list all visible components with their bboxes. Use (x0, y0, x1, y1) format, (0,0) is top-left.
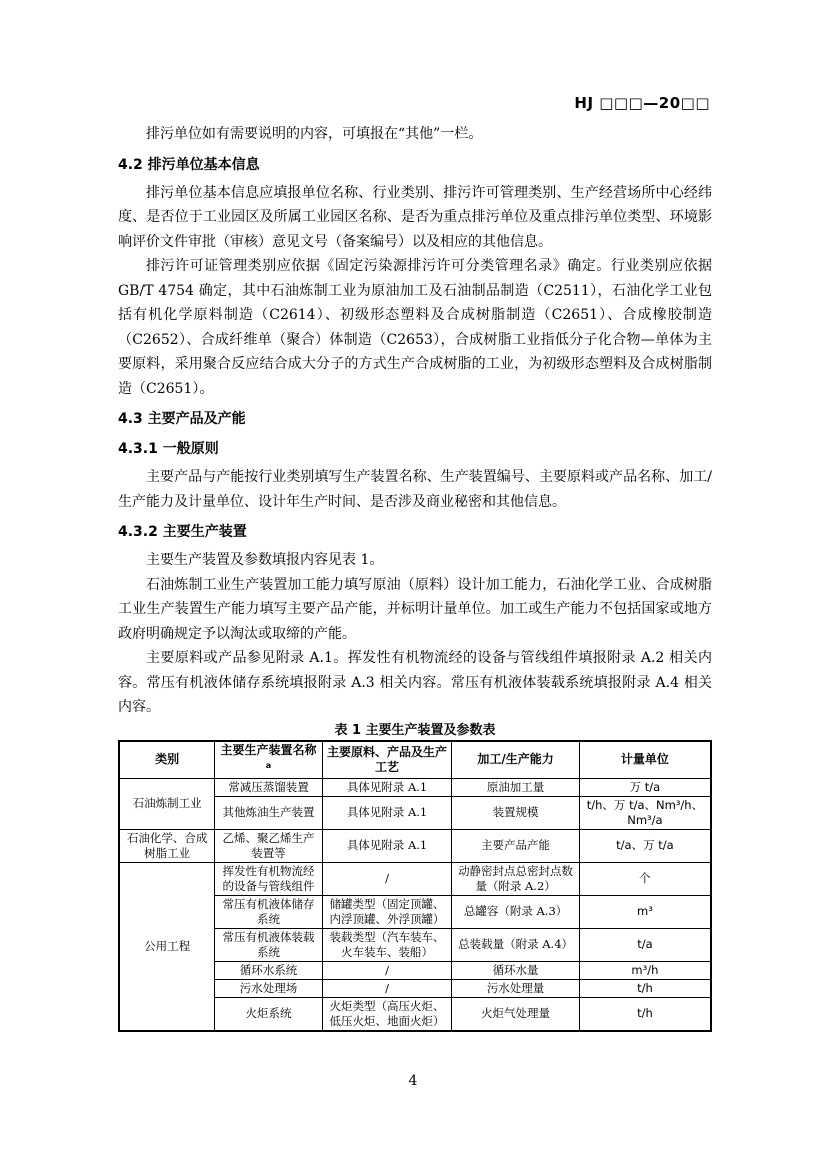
table-row (119, 778, 711, 796)
table-cell: t/h (579, 997, 711, 1031)
table-cell: 装置规模 (452, 796, 580, 829)
table-cell: 原油加工量 (452, 778, 580, 796)
table-cell: 火炬类型（高压火炬、低压火炬、地面火炬） (322, 997, 452, 1031)
table-cell: 污水处理量 (452, 979, 580, 997)
table-cell: m³ (579, 895, 711, 928)
column-header (322, 741, 452, 779)
category-cell: 石油化学、合成树脂工业 (119, 829, 215, 862)
text-blocks (118, 122, 712, 720)
paragraph: 排污单位如有需要说明的内容，可填报在“其他”一栏。 (146, 126, 483, 142)
table-cell: 具体见附录 A.1 (322, 829, 452, 862)
table-cell: 循环水系统 (215, 961, 323, 979)
standard-code-header: HJ □□□—20□□ (574, 94, 710, 112)
column-header-label: 加工/生产能力 (477, 752, 554, 766)
paragraph: 排污许可证管理类别应依据《固定污染源排污许可分类管理名录》确定。行业类别应依据 GB/T 4754 确定，其中石油炼制工业为原油加工及石油制品制造（C2511），石油化学工业包括有机化学原料制造（C2614）、初级形态塑料及合成树脂制造（C2651）、合成橡胶制造（C2652）、合成纤维单（聚合）体制造（C2653），合成树脂工业指低分子化合物—单体为主要原料，采用聚合反应结合成大分子的方式生产合成树脂的工业，为初级形态塑料及合成树脂制造（C2651）。 (118, 258, 712, 397)
table-cell: / (322, 979, 452, 997)
table-cell: 动静密封点总密封点数量（附录 A.2） (452, 862, 580, 895)
column-header (452, 741, 580, 779)
paragraph: 主要生产装置及参数填报内容见表 1。 (146, 552, 384, 568)
column-header-label: 类别 (155, 752, 180, 766)
column-header-label: 主要生产装置名称 (220, 742, 317, 757)
category-cell: 公用工程 (119, 862, 215, 1031)
section-heading: 4.2 排污单位基本信息 (118, 156, 260, 173)
table-cell: t/a、万 t/a (579, 829, 711, 862)
table-cell: 具体见附录 A.1 (322, 778, 452, 796)
table-header-row (119, 741, 711, 779)
column-header (119, 741, 215, 779)
paragraph: 主要原料或产品参见附录 A.1。挥发性有机物流经的设备与管线组件填报附录 A.2 相关内容。常压有机液体储存系统填报附录 A.3 相关内容。常压有机液体装载系统填报附录 A.4 相关内容。 (118, 650, 712, 715)
table-cell: 装载类型（汽车装车、火车装车、装船） (322, 928, 452, 961)
document-body (118, 122, 712, 1032)
table-cell: 总装载量（附录 A.4） (452, 928, 580, 961)
page-number: 4 (408, 1073, 418, 1089)
section-heading: 4.3.2 主要生产装置 (118, 524, 247, 540)
column-header (579, 741, 711, 779)
table-cell: 常压有机液体储存系统 (215, 895, 323, 928)
table-cell: 常减压蒸馏装置 (215, 778, 323, 796)
paragraph: 石油炼制工业生产装置加工能力填写原油（原料）设计加工能力，石油化学工业、合成树脂工业生产装置生产能力填写主要产品产能，并标明计量单位。加工或生产能力不包括国家或地方政府明确规定予以淘汰或取缔的产能。 (118, 576, 712, 642)
paragraph: 排污单位基本信息应填报单位名称、行业类别、排污许可管理类别、生产经营场所中心经纬度、是否位于工业园区及所属工业园区名称、是否为重点排污单位及重点排污单位类型、环境影响评价文件审批（审核）意见文号（备案编号）以及相应的其他信息。 (118, 184, 712, 250)
table-cell: 挥发性有机物流经的设备与管线组件 (215, 862, 323, 895)
table-cell: 个 (579, 862, 711, 895)
production-equipment-table (118, 740, 712, 1032)
table-cell: t/a (579, 928, 711, 961)
table-cell: 火炬系统 (215, 997, 323, 1031)
paragraph: 主要产品与产能按行业类别填写生产装置名称、生产装置编号、主要原料或产品名称、加工/生产能力及计量单位、设计年生产时间、是否涉及商业秘密和其他信息。 (118, 469, 712, 510)
table-cell: / (322, 862, 452, 895)
table-cell: 万 t/a (579, 778, 711, 796)
column-header-label: 主要原料、产品及生产工艺 (327, 744, 448, 774)
table-cell: 循环水量 (452, 961, 580, 979)
table-body (119, 778, 711, 1031)
table-cell: 其他炼油生产装置 (215, 796, 323, 829)
table-cell: 主要产品产能 (452, 829, 580, 862)
table-cell: / (322, 961, 452, 979)
table-row (119, 862, 711, 895)
table-cell: 乙烯、聚乙烯生产装置等 (215, 829, 323, 862)
table-cell: t/h、万 t/a、Nm³/h、Nm³/a (579, 796, 711, 829)
footnote-marker: a (265, 760, 272, 770)
table-row (119, 829, 711, 862)
table-cell: 具体见附录 A.1 (322, 796, 452, 829)
table-caption: 表 1 主要生产装置及参数表 (334, 722, 496, 738)
table-cell: 火炬气处理量 (452, 997, 580, 1031)
category-cell: 石油炼制工业 (119, 778, 215, 829)
table-cell: 常压有机液体装载系统 (215, 928, 323, 961)
table-cell: 储罐类型（固定顶罐、内浮顶罐、外浮顶罐） (322, 895, 452, 928)
section-heading: 4.3.1 一般原则 (118, 441, 219, 457)
section-heading: 4.3 主要产品及产能 (118, 411, 246, 427)
table-cell: t/h (579, 979, 711, 997)
column-header (215, 741, 323, 779)
column-header-label: 计量单位 (620, 752, 669, 766)
table-cell: 污水处理场 (215, 979, 323, 997)
table-cell: m³/h (579, 961, 711, 979)
table-cell: 总罐容（附录 A.3） (452, 895, 580, 928)
